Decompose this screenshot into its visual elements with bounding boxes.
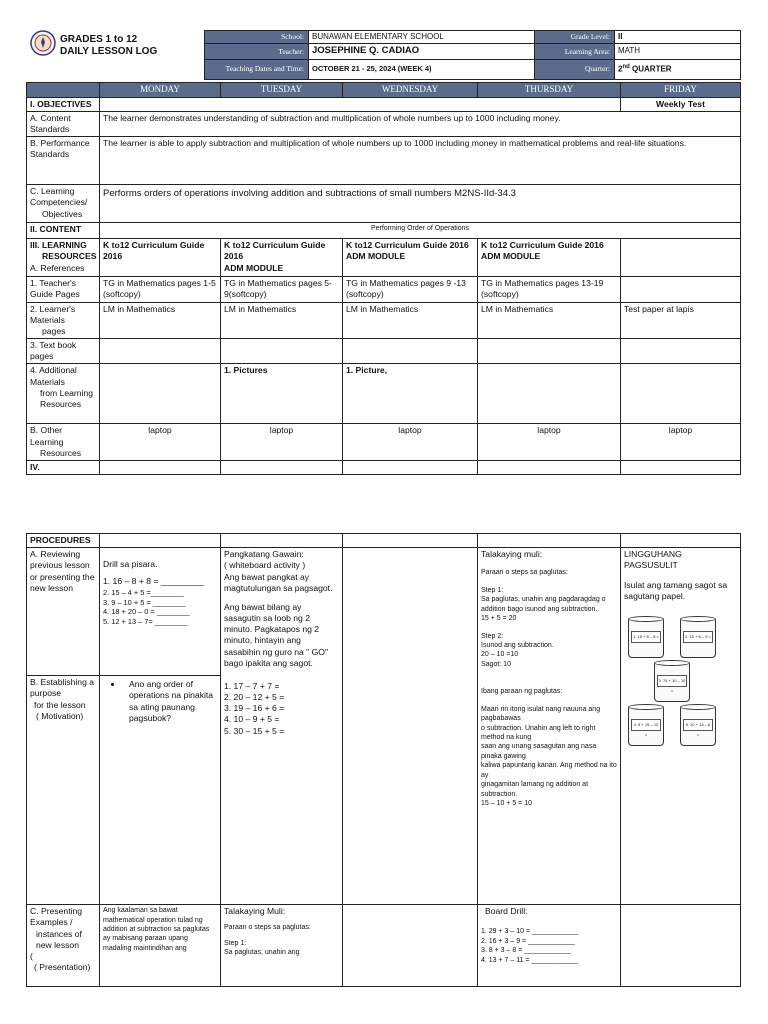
presenting-label: C. Presenting Examples / instances of new lesson ( ( Presentation): [27, 905, 100, 987]
day-wednesday: WEDNESDAY: [343, 83, 478, 98]
section-iv: IV.: [27, 460, 100, 474]
competencies-label: C. Learning Competencies/ Objectives: [27, 185, 100, 223]
presentation-monday: Ang kaalaman sa bawat mathematical operation tulad ng addition at subtraction sa paglutas ay mabisang paraan upang madaling maintindihan ang: [100, 905, 221, 987]
lm-tuesday: LM in Mathematics: [221, 302, 343, 339]
establishing-label: B. Establishing a purpose for the lesson ( Motivation): [27, 676, 100, 905]
dates-label: Teaching Dates and Time:: [205, 59, 309, 79]
other-friday: laptop: [621, 424, 741, 461]
lm-wednesday: LM in Mathematics: [343, 302, 478, 339]
activity-tuesday: Pangkatang Gawain: ( whiteboard activity ) Ang bawat pangkat ay magtutulungan sa pagsagot. Ang bawat bilang ay sasagutin sa loob ng 2 minuto. Pagkatapos ng 2 minuto, hintayin ang sasabihin ng guro na " GO" bago ipakita ang sagot. 1. 17 – 7 + 7 = 2. 20 – 12 + 5 = 3. 19 – 16 + 6 = 4. 10 – 9 + 5 = 5. 30 – 15 + 5 =: [221, 548, 343, 905]
day-monday: MONDAY: [100, 83, 221, 98]
title-line-2: DAILY LESSON LOG: [60, 46, 158, 57]
test-can-4: 4. 8 + 15 – 12 =: [628, 706, 664, 746]
performance-standards: The learner is able to apply subtraction and multiplication of whole numbers up to 1000 including money in mathematical problems and real-life situations.: [100, 137, 741, 185]
quarter-value: 2nd QUARTER: [615, 59, 741, 79]
test-can-1: 1. 15 + 8 – 8 =: [628, 618, 664, 658]
procedures-table: [26, 533, 741, 987]
test-can-2: 2. 10 + 6 – 9 =: [680, 618, 716, 658]
content-standards: The learner demonstrates understanding of subtraction and multiplication of whole numbers up to 1000 including money.: [100, 111, 741, 136]
teacher-value: JOSEPHINE Q. CADIAO: [309, 44, 535, 59]
tg-thursday: TG in Mathematics pages 13-19 (softcopy): [478, 277, 621, 302]
other-tuesday: laptop: [221, 424, 343, 461]
textbook-label: 3. Text book pages: [27, 339, 100, 364]
ref-thursday: K to12 Curriculum Guide 2016 ADM MODULE: [478, 239, 621, 277]
resources-label: III. LEARNING RESOURCES A. References: [27, 239, 100, 277]
lesson-table-top: [26, 82, 741, 475]
log-title: [60, 34, 157, 58]
presentation-tuesday: Talakaying Muli: Paraan o steps sa paglutas: Step 1: Sa paglutas, unahin ang: [221, 905, 343, 987]
other-resources-label: B. Other Learning Resources: [27, 424, 100, 461]
board-drill-thursday: Board Drill: 1. 29 + 3 – 10 = ____________ 2. 16 + 3 – 9 = ____________ 3. 8 + 3 – 8 = ____________ 4. 13 + 7 – 11 = ____________: [478, 905, 621, 987]
ref-wednesday: K to12 Curriculum Guide 2016 ADM MODULE: [343, 239, 478, 277]
discussion-thursday: Talakaying muli: Paraan o steps sa paglutas: Step 1: Sa paglutas, unahin ang pagdaragdag o addition bago isunod ang subtraction. 15 + 5 = 20 Step 2: Isunod ang subtraction. 20 – 10 =10 Sagot: 10 Ibang paraan ng paglutas: Maari rin itong isulat nang nauuna ang pagbabawas o subtraction. Unahin ang left to right method na kung saan ang unang sasagutan ang nasa pinaka gawing kaliwa papuntang kanan. Ang method na ito ay ginagamitan lamang ng addition at subtraction. 15 – 10 + 5 = 10: [478, 548, 621, 905]
day-thursday: THURSDAY: [478, 83, 621, 98]
competencies: Performs orders of operations involving addition and subtractions of small numbers M2NS-IId-34.3: [100, 185, 741, 223]
tg-tuesday: TG in Mathematics pages 5-9(softcopy): [221, 277, 343, 302]
grade-label: Grade Level:: [535, 31, 615, 44]
test-cans-picture: [624, 614, 737, 744]
day-friday: FRIDAY: [621, 83, 741, 98]
other-thursday: laptop: [478, 424, 621, 461]
weekly-test-friday: LINGGUHANG PAGSUSULIT Isulat ang tamang sagot sa sagutang papel. 1. 15 + 8 – 8 = 2. 10 + 6 – 9 = 3. 74 + 10 – 10 = 4. 8 + 15 – 12 = 5. 10 + 15 – 6 =: [621, 548, 741, 905]
objectives-label: I. OBJECTIVES: [27, 97, 100, 111]
performance-standards-label: B. Performance Standards: [27, 137, 100, 185]
title-line-1: GRADES 1 to 12: [60, 34, 138, 45]
teacher-label: Teacher:: [205, 44, 309, 59]
add-wednesday: 1. Picture,: [343, 364, 478, 424]
lm-monday: LM in Mathematics: [100, 302, 221, 339]
tg-monday: TG in Mathematics pages 1-5 (softcopy): [100, 277, 221, 302]
quarter-label: Quarter:: [535, 59, 615, 79]
tg-wednesday: TG in Mathematics pages 9 -13 (softcopy): [343, 277, 478, 302]
other-wednesday: laptop: [343, 424, 478, 461]
test-can-3: 3. 74 + 10 – 10 =: [654, 662, 690, 702]
reviewing-label: A. Reviewing previous lesson or presenting the new lesson: [27, 548, 100, 676]
lm-friday: Test paper at lapis: [621, 302, 741, 339]
additional-materials-label: 4. Additional Materials from Learning Resources: [27, 364, 100, 424]
school-label: School:: [205, 31, 309, 44]
ref-tuesday: K to12 Curriculum Guide 2016 ADM MODULE: [221, 239, 343, 277]
weekly-test: Weekly Test: [621, 97, 741, 111]
add-tuesday: 1. Pictures: [221, 364, 343, 424]
dates-value: OCTOBER 21 - 25, 2024 (WEEK 4): [309, 59, 535, 79]
day-tuesday: TUESDAY: [221, 83, 343, 98]
tg-label: 1. Teacher's Guide Pages: [27, 277, 100, 302]
deped-seal: [30, 30, 56, 56]
grade-value: II: [615, 31, 741, 44]
motivation-monday: • Ano ang order of operations na pinakita sa ating paunang pagsubok?: [100, 676, 221, 905]
content-value: Performing Order of Operations: [100, 223, 741, 239]
area-label: Learning Area:: [535, 44, 615, 59]
header-table: [204, 30, 741, 80]
drill-monday: Drill sa pisara. 1. 16 – 8 + 8 = _________ 2. 15 – 4 + 5 =________ 3. 9 – 10 + 5 = ________ 4. 18 + 20 – 0 = ________ 5. 12 + 13 – 7= ________: [100, 548, 221, 676]
ref-monday: K to12 Curriculum Guide 2016: [100, 239, 221, 277]
school-value: BUNAWAN ELEMENTARY SCHOOL: [309, 31, 535, 44]
lm-thursday: LM in Mathematics: [478, 302, 621, 339]
lm-label: 2. Learner's Materials pages: [27, 302, 100, 339]
area-value: MATH: [615, 44, 741, 59]
other-monday: laptop: [100, 424, 221, 461]
content-standards-label: A. Content Standards: [27, 111, 100, 136]
content-label: II. CONTENT: [27, 223, 100, 239]
test-can-5: 5. 10 + 15 – 6 =: [680, 706, 716, 746]
procedures-label: PROCEDURES: [27, 534, 100, 548]
